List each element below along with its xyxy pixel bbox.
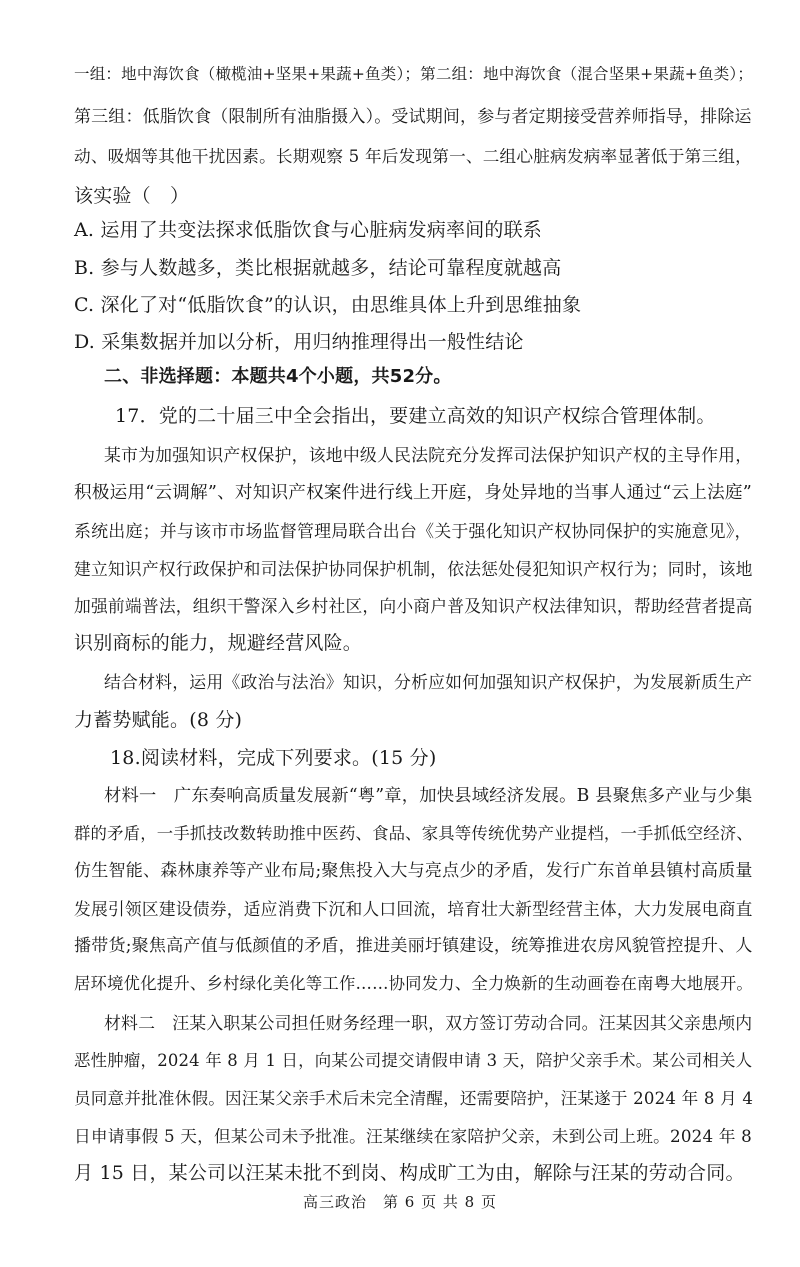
q17-task-line: 结合材料，运用《政治与法治》知识，分析应如何加强知识产权保护，为发展新质生产 <box>104 672 753 692</box>
q17-material-line: 识别商标的能力，规避经营风险。 <box>74 632 363 654</box>
q18-material2-line: 材料二 汪某入职某公司担任财务经理一职，双方签订劳动合同。汪某因其父亲患颅内 <box>104 1013 753 1033</box>
option-a: A. 运用了共变法探求低脂饮食与心脏病发病率间的联系 <box>74 219 543 241</box>
q18-material1-line: 居环境优化提升、乡村绿化美化等工作……协同发力、全力焕新的生动画卷在南粤大地展开。 <box>74 974 753 993</box>
q18-material2-line: 恶性肿瘤，2024 年 8 月 1 日，向某公司提交请假申请 3 天，陪护父亲手术。某公司相关人 <box>74 1051 753 1070</box>
q18-material2-line: 员同意并批准休假。因汪某父亲手术后未完全清醒，还需要陪护，汪某遂于 2024 年 8 月 4 <box>74 1089 754 1108</box>
q17-material-line: 某市为加强知识产权保护，该地中级人民法院充分发挥司法保护知识产权的主导作用， <box>104 445 753 465</box>
q18-material1-line: 仿生智能、森林康养等产业布局;聚焦投入大与亮点少的矛盾，发行广东首单县镇村高质量 <box>74 861 753 881</box>
q17-material-line: 系统出庭；并与该市市场监督管理局联合出台《关于强化知识产权协同保护的实施意见》， <box>74 521 752 541</box>
option-c: C. 深化了对“低脂饮食”的认识，由思维具体上升到思维抽象 <box>74 294 582 316</box>
q17-task-line: 力蓄势赋能。(8 分) <box>74 709 243 731</box>
q18-material1-line: 材料一 广东奏响高质量发展新“粤”章，加快县域经济发展。B 县聚焦多产业与少集 <box>104 786 753 806</box>
q17-intro: 17．党的二十届三中全会指出，要建立高效的知识产权综合管理体制。 <box>115 405 716 427</box>
section-heading: 二、非选择题：本题共4个小题，共52分。 <box>104 366 452 387</box>
q18-material1-line: 发展引领区建设债券，适应消费下沉和人口回流，培育壮大新型经营主体，大力发展电商直 <box>74 899 753 919</box>
q17-material-line: 建立知识产权行政保护和司法保护协同保护机制，依法惩处侵犯知识产权行为；同时，该地 <box>74 559 753 579</box>
q18-material2-line: 月 15 日，某公司以汪某未批不到岗、构成旷工为由，解除与汪某的劳动合同。 <box>74 1162 745 1184</box>
q16-stem-line: 该实验（ ） <box>74 185 190 207</box>
q16-stem-line: 动、吸烟等其他干扰因素。长期观察 5 年后发现第一、二组心脏病发病率显著低于第三组， <box>74 147 752 166</box>
q16-stem-line: 第三组：低脂饮食（限制所有油脂摄入）。受试期间，参与者定期接受营养师指导，排除运 <box>74 106 752 126</box>
q18-material1-line: 播带货;聚焦高产值与低颜值的矛盾，推进美丽圩镇建设，统筹推进农房风貌管控提升、人 <box>74 936 753 956</box>
q16-stem-line: 一组：地中海饮食（橄榄油+坚果+果蔬+鱼类）；第二组：地中海饮食（混合坚果+果蔬+鱼类）； <box>74 65 754 83</box>
q18-material1-line: 群的矛盾，一手抓技改数转助推中医药、食品、家具等传统优势产业提档，一手抓低空经济、 <box>74 824 753 843</box>
option-b: B. 参与人数越多，类比根据就越多，结论可靠程度就越高 <box>74 257 562 279</box>
q17-material-line: 加强前端普法，组织干警深入乡村社区，向小商户普及知识产权法律知识，帮助经营者提高 <box>74 596 753 616</box>
q18-intro: 18.阅读材料，完成下列要求。(15 分) <box>110 747 437 769</box>
option-d: D. 采集数据并加以分析，用归纳推理得出一般性结论 <box>74 331 524 353</box>
q18-material2-line: 日申请事假 5 天，但某公司未予批准。汪某继续在家陪护父亲，未到公司上班。2024 年 8 <box>74 1126 752 1146</box>
page-footer: 高三政治 第 6 页 共 8 页 <box>303 1193 497 1211</box>
q17-material-line: 积极运用“云调解”、对知识产权案件进行线上开庭，身处异地的当事人通过“云上法庭” <box>74 483 752 503</box>
